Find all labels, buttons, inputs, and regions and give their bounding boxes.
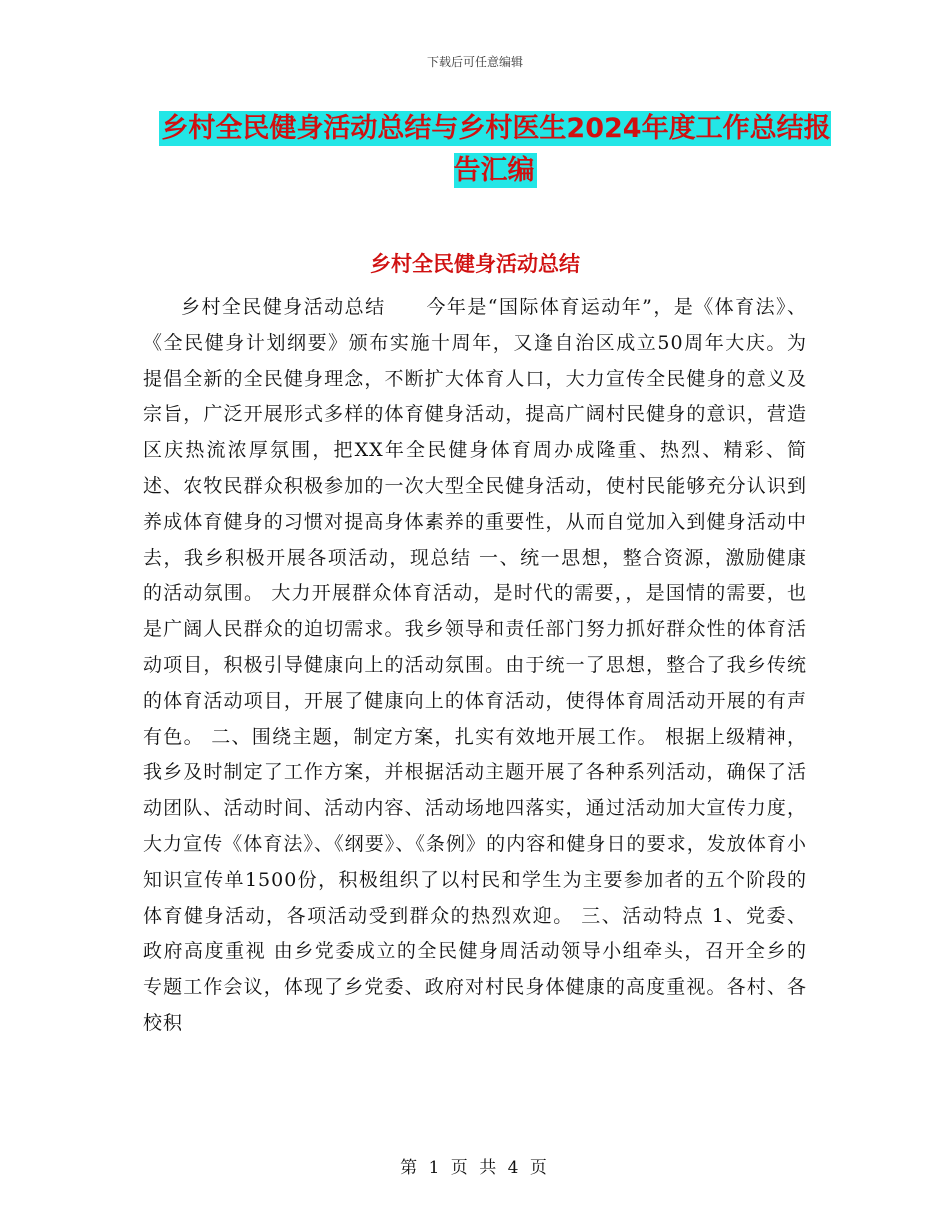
body-paragraph: 乡村全民健身活动总结 今年是“国际体育运动年”，是《体育法》、《全民健身计划纲要》颁布实施十周年，又逢自治区成立50周年大庆。为提倡全新的全民健身理念，不断扩大体育人口，大力宣传全民健身的意义及宗旨，广泛开展形式多样的体育健身活动，提高广阔村民健身的意识，营造区庆热流浓厚氛围，把XX年全民健身体育周办成隆重、热烈、精彩、简述、农牧民群众积极参加的一次大型全民健身活动，使村民能够充分认识到养成体育健身的习惯对提高身体素养的重要性，从而自觉加入到健身活动中去，我乡积极开展各项活动，现总结 一、统一思想，整合资源，激励健康的活动氛围。 大力开展群众体育活动，是时代的需要，，是国情的需要，也是广阔人民群众的迫切需求。我乡领导和责任部门努力抓好群众性的体育活动项目，积极引导健康向上的活动氛围。由于统一了思想，整合了我乡传统的体育活动项目，开展了健康向上的体育活动，使得体育周活动开展的有声有色。 二、围绕主题，制定方案，扎实有效地开展工作。 根据上级精神，我乡及时制定了工作方案，并根据活动主题开展了各种系列活动，确保了活动团队、活动时间、活动内容、活动场地四落实，通过活动加大宣传力度，大力宣传《体育法》、《纲要》、《条例》的内容和健身日的要求，发放体育小知识宣传单1500份，积极组织了以村民和学生为主要参加者的五个阶段的体育健身活动，各项活动受到群众的热烈欢迎。 三、活动特点 1、党委、政府高度重视 由乡党委成立的全民健身周活动领导小组牵头，召开全乡的专题工作会议，体现了乡党委、政府对村民身体健康的高度重视。各村、各校积 xyxy=(143,296,807,1034)
section-title: 乡村全民健身活动总结 xyxy=(370,252,580,276)
page-footer: 第 1 页 共 4 页 xyxy=(400,1158,550,1178)
header-note: 下载后可任意编辑 xyxy=(426,55,523,69)
document-title xyxy=(150,108,840,192)
document-title-text: 乡村全民健身活动总结与乡村医生2024年度工作总结报告汇编 xyxy=(161,113,831,186)
